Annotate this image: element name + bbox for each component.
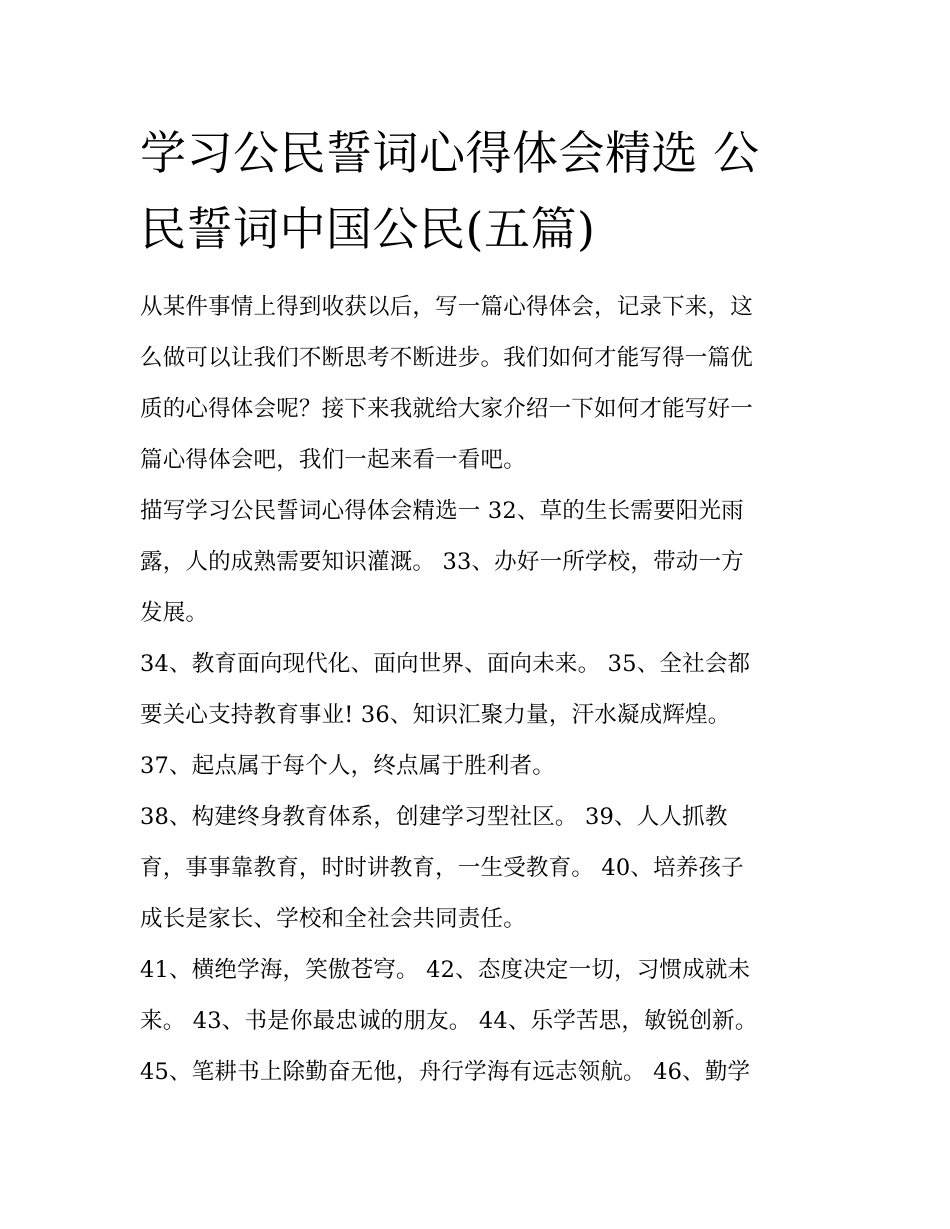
text-line: 么做可以让我们不断思考不断进步。我们如何才能写得一篇优 <box>140 345 753 371</box>
text-line: 描写学习公民誓词心得体会精选一 32、草的生长需要阳光雨 <box>140 498 744 524</box>
text-line: 发展。 <box>140 600 209 626</box>
paragraph-41-44 <box>140 945 820 1047</box>
text-line: 45、笔耕书上除勤奋无他，舟行学海有远志领航。 46、勤学 <box>140 1059 751 1085</box>
paragraph-32-33 <box>140 486 820 639</box>
paragraph-38-40 <box>140 792 820 945</box>
title-line: 学习公民誓词心得体会精选 公 <box>140 126 760 180</box>
paragraph-45-46 <box>140 1047 820 1098</box>
text-line: 来。 43、书是你最忠诚的朋友。 44、乐学苦思，敏锐创新。 <box>140 1008 758 1034</box>
text-line: 质的心得体会呢？接下来我就给大家介绍一下如何才能写好一 <box>140 396 753 422</box>
title-line: 民誓词中国公民(五篇) <box>140 202 596 256</box>
document-title <box>140 115 820 267</box>
text-line: 38、构建终身教育体系，创建学习型社区。 39、人人抓教 <box>140 804 728 830</box>
text-line: 育，事事靠教育，时时讲教育，一生受教育。 40、培养孩子 <box>140 855 744 881</box>
text-line: 篇心得体会吧，我们一起来看一看吧。 <box>140 447 526 473</box>
text-line: 34、教育面向现代化、面向世界、面向未来。 35、全社会都 <box>140 651 751 677</box>
text-line: 要关心支持教育事业! 36、知识汇聚力量，汗水凝成辉煌。 <box>140 702 731 728</box>
paragraph-intro <box>140 282 820 486</box>
text-line: 37、起点属于每个人，终点属于胜利者。 <box>140 753 555 779</box>
paragraph-34-36 <box>140 639 820 741</box>
text-line: 成长是家长、学校和全社会共同责任。 <box>140 906 526 932</box>
text-line: 露，人的成熟需要知识灌溉。 33、办好一所学校，带动一方 <box>140 549 744 575</box>
document-body <box>140 282 820 1098</box>
text-line: 41、横绝学海，笑傲苍穹。 42、态度决定一切，习惯成就未 <box>140 957 751 983</box>
text-line: 从某件事情上得到收获以后，写一篇心得体会，记录下来，这 <box>140 294 753 320</box>
paragraph-37 <box>140 741 820 792</box>
